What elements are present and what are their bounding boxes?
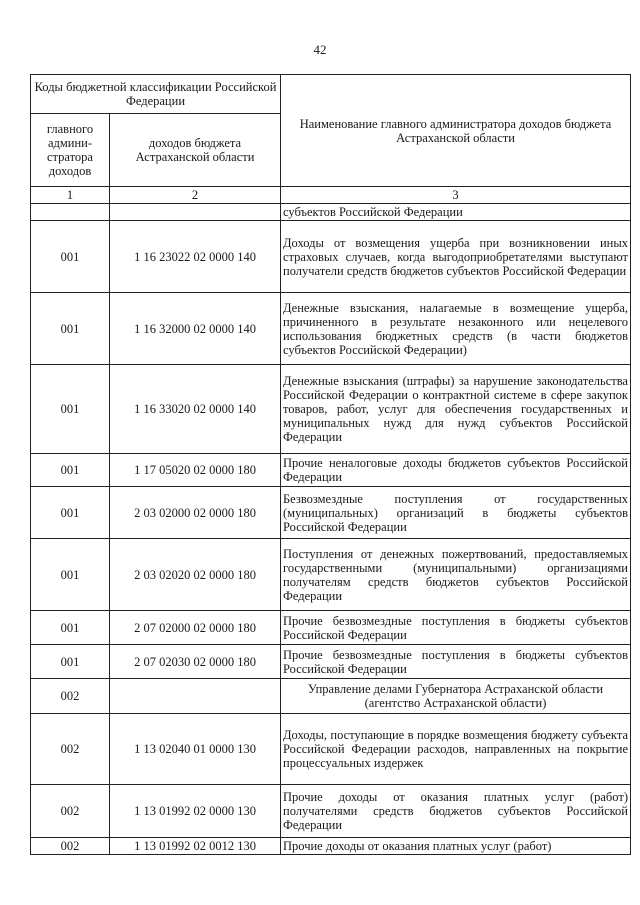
name-column-header: Наименование главного администратора доходов бюджета Астраханской области: [281, 75, 631, 187]
admin-column-header: главного админи-стратора доходов: [31, 114, 110, 187]
income-code: 1 16 23022 02 0000 140: [110, 221, 281, 293]
admin-code: 001: [31, 365, 110, 454]
table-row: [31, 611, 631, 645]
admin-code: 001: [31, 645, 110, 679]
income-description: Поступления от денежных пожертвований, предоставляемых государственными (муниципальными) организациями получателям средств бюджетов субъектов Российской Федерации: [281, 539, 631, 611]
column-number-row: [31, 187, 631, 204]
income-description: Прочие неналоговые доходы бюджетов субъектов Российской Федерации: [281, 454, 631, 487]
income-description: Прочие доходы от оказания платных услуг (работ) получателями средств бюджетов субъектов Российской Федерации: [281, 785, 631, 838]
admin-code: 001: [31, 539, 110, 611]
admin-code: 001: [31, 293, 110, 365]
income-description: Прочие безвозмездные поступления в бюджеты субъектов Российской Федерации: [281, 645, 631, 679]
column-number-2: 2: [110, 187, 281, 204]
table-row: [31, 679, 631, 714]
admin-code: 002: [31, 785, 110, 838]
income-code: 2 03 02020 02 0000 180: [110, 539, 281, 611]
income-code: 1 13 01992 02 0012 130: [110, 838, 281, 855]
table-row: [31, 487, 631, 539]
income-code: 2 07 02000 02 0000 180: [110, 611, 281, 645]
table-row: [31, 204, 631, 221]
table-row: [31, 714, 631, 785]
budget-classification-table: [30, 74, 631, 855]
admin-code: 001: [31, 454, 110, 487]
table-row: [31, 785, 631, 838]
income-description: Денежные взыскания (штрафы) за нарушение законодательства Российской Федерации о контрактной системе в сфере закупок товаров, работ, услуг для обеспечения государственных и муниципальных нужд для нужд субъектов Российской Федерации: [281, 365, 631, 454]
codes-group-header: Коды бюджетной классификации Российской Федерации: [31, 75, 281, 114]
income-description: Денежные взыскания, налагаемые в возмещение ущерба, причиненного в результате незаконного или нецелевого использования бюджетных средств (в части бюджетов субъектов Российской Федерации): [281, 293, 631, 365]
income-code: 2 03 02000 02 0000 180: [110, 487, 281, 539]
income-description: Доходы, поступающие в порядке возмещения бюджету субъекта Российской Федерации расходов, направленных на покрытие процессуальных издержек: [281, 714, 631, 785]
admin-code: 001: [31, 221, 110, 293]
admin-code: [31, 204, 110, 221]
income-description: Доходы от возмещения ущерба при возникновении иных страховых случаев, когда выгодоприобретателями выступают получатели средств бюджетов субъектов Российской Федерации: [281, 221, 631, 293]
income-description: Безвозмездные поступления от государственных (муниципальных) организаций в бюджеты субъектов Российской Федерации: [281, 487, 631, 539]
income-code: 1 16 33020 02 0000 140: [110, 365, 281, 454]
income-code: 1 13 02040 01 0000 130: [110, 714, 281, 785]
admin-code: 002: [31, 679, 110, 714]
admin-code: 001: [31, 487, 110, 539]
income-column-header: доходов бюджета Астраханской области: [110, 114, 281, 187]
table-row: [31, 293, 631, 365]
column-number-1: 1: [31, 187, 110, 204]
income-code: [110, 204, 281, 221]
income-code: 2 07 02030 02 0000 180: [110, 645, 281, 679]
income-description: Прочие безвозмездные поступления в бюджеты субъектов Российской Федерации: [281, 611, 631, 645]
page-number: 42: [313, 42, 327, 57]
income-code: 1 13 01992 02 0000 130: [110, 785, 281, 838]
column-number-3: 3: [281, 187, 631, 204]
admin-code: 002: [31, 838, 110, 855]
table-row: [31, 221, 631, 293]
table-row: [31, 539, 631, 611]
table-row: [31, 365, 631, 454]
admin-code: 001: [31, 611, 110, 645]
admin-code: 002: [31, 714, 110, 785]
table-header-row: [31, 75, 631, 114]
table-row: [31, 454, 631, 487]
income-code: 1 17 05020 02 0000 180: [110, 454, 281, 487]
income-code: [110, 679, 281, 714]
income-description: Прочие доходы от оказания платных услуг (работ): [281, 838, 631, 855]
table-row: [31, 838, 631, 855]
income-description: субъектов Российской Федерации: [281, 204, 631, 221]
administrator-name: Управление делами Губернатора Астраханской области (агентство Астраханской области): [281, 679, 631, 714]
income-code: 1 16 32000 02 0000 140: [110, 293, 281, 365]
table-row: [31, 645, 631, 679]
